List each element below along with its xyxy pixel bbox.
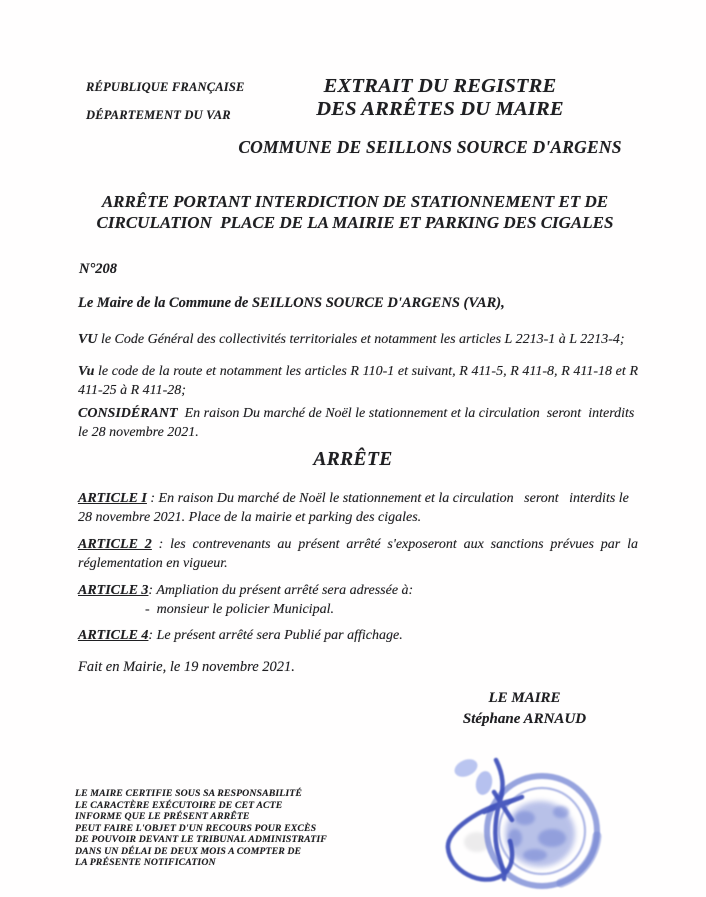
article-text: Ampliation du présent arrêté sera adressée à: [156, 583, 414, 598]
recital-vu-code-general [78, 330, 638, 349]
title-line2: CIRCULATION PLACE DE LA MAIRIE ET PARKING DES CIGALES [96, 213, 614, 232]
article-4 [78, 626, 638, 645]
departement-line: DÉPARTEMENT DU VAR [86, 108, 231, 122]
certification-line: INFORME QUE LE PRÉSENT ARRÊTE [75, 811, 250, 822]
certification-line: LE CARACTÈRE EXÉCUTOIRE DE CET ACTE [75, 799, 283, 811]
recital-considerant [78, 404, 638, 442]
register-heading-line2: DES ARRÊTES DU MAIRE [316, 98, 564, 120]
article-label: ARTICLE 3 [78, 583, 149, 598]
recital-label: Vu [78, 364, 95, 379]
signatory-name: Stéphane ARNAUD [462, 711, 587, 727]
certification-line: LE MAIRE CERTIFIE SOUS SA RESPONSABILITÉ [75, 788, 302, 799]
recital-text: le code de la route et notamment les articles R 110-1 et suivant, R 411-5, R 411-8, R 411-18 et R 411-25 à R 411-28; [78, 364, 638, 398]
article-separator: : [148, 628, 157, 643]
article-separator: : [151, 537, 171, 552]
article-label: ARTICLE 2 [78, 537, 152, 552]
recital-text: le Code Général des collectivités territoriales et notamment les articles L 2213-1 à L 2213-4; [97, 332, 625, 347]
document-title [52, 191, 658, 233]
header-left [86, 80, 245, 123]
certification-line: DE POUVOIR DEVANT LE TRIBUNAL ADMINISTRATIF [75, 834, 327, 845]
signatory-title: LE MAIRE [488, 690, 561, 706]
place-date-line: Fait en Mairie, le 19 novembre 2021. [78, 659, 295, 675]
recital-label: CONSIDÉRANT [78, 406, 178, 421]
commune-line: COMMUNE DE SEILLONS SOURCE D'ARGENS [238, 137, 622, 157]
salutation-line: Le Maire de la Commune de SEILLONS SOURCE D'ARGENS (VAR), [78, 295, 505, 311]
register-heading-line1: EXTRAIT DU REGISTRE [323, 75, 557, 97]
article-text: les contrevenants au présent arrêté s'exposeront aux sanctions prévues par la réglementation en vigueur. [78, 537, 638, 571]
article-2 [78, 535, 638, 573]
decree-number: N°208 [79, 261, 118, 277]
certification-line: LA PRÉSENTE NOTIFICATION [75, 857, 216, 868]
article-3 [78, 581, 638, 619]
article-label: ARTICLE I [78, 491, 147, 506]
municipal-stamp-and-signature [420, 738, 640, 897]
republique-line: RÉPUBLIQUE FRANÇAISE [86, 80, 245, 94]
arrete-heading: ARRÊTE [313, 449, 393, 470]
signature-block [437, 688, 612, 730]
certification-line: PEUT FAIRE L'OBJET D'UN RECOURS POUR EXCÈS [75, 822, 317, 834]
article-3-main [78, 581, 638, 600]
certification-line: DANS UN DÉLAI DE DEUX MOIS A COMPTER DE [75, 845, 302, 857]
article-separator: : [146, 491, 159, 506]
title-line1: ARRÊTE PORTANT INTERDICTION DE STATIONNEMENT ET DE [101, 192, 609, 211]
certification-footer [75, 788, 327, 869]
article-text: Le présent arrêté sera Publié par affichage. [156, 628, 403, 643]
recital-label: VU [78, 332, 98, 347]
article-1 [78, 489, 638, 527]
article-3-sub-item: - monsieur le policier Municipal. [145, 602, 334, 617]
ink-blobs [452, 756, 495, 797]
article-text: En raison Du marché de Noël le stationnement et la circulation seront interdits le 28 novembre 2021. Place de la mairie et parking des cigales. [78, 491, 629, 525]
register-heading [295, 75, 585, 121]
recital-text: En raison Du marché de Noël le stationnement et la circulation seront interdits le 28 novembre 2021. [78, 406, 635, 440]
article-separator: : [148, 583, 157, 598]
recital-vu-code-route [78, 362, 638, 400]
article-label: ARTICLE 4 [78, 628, 149, 643]
